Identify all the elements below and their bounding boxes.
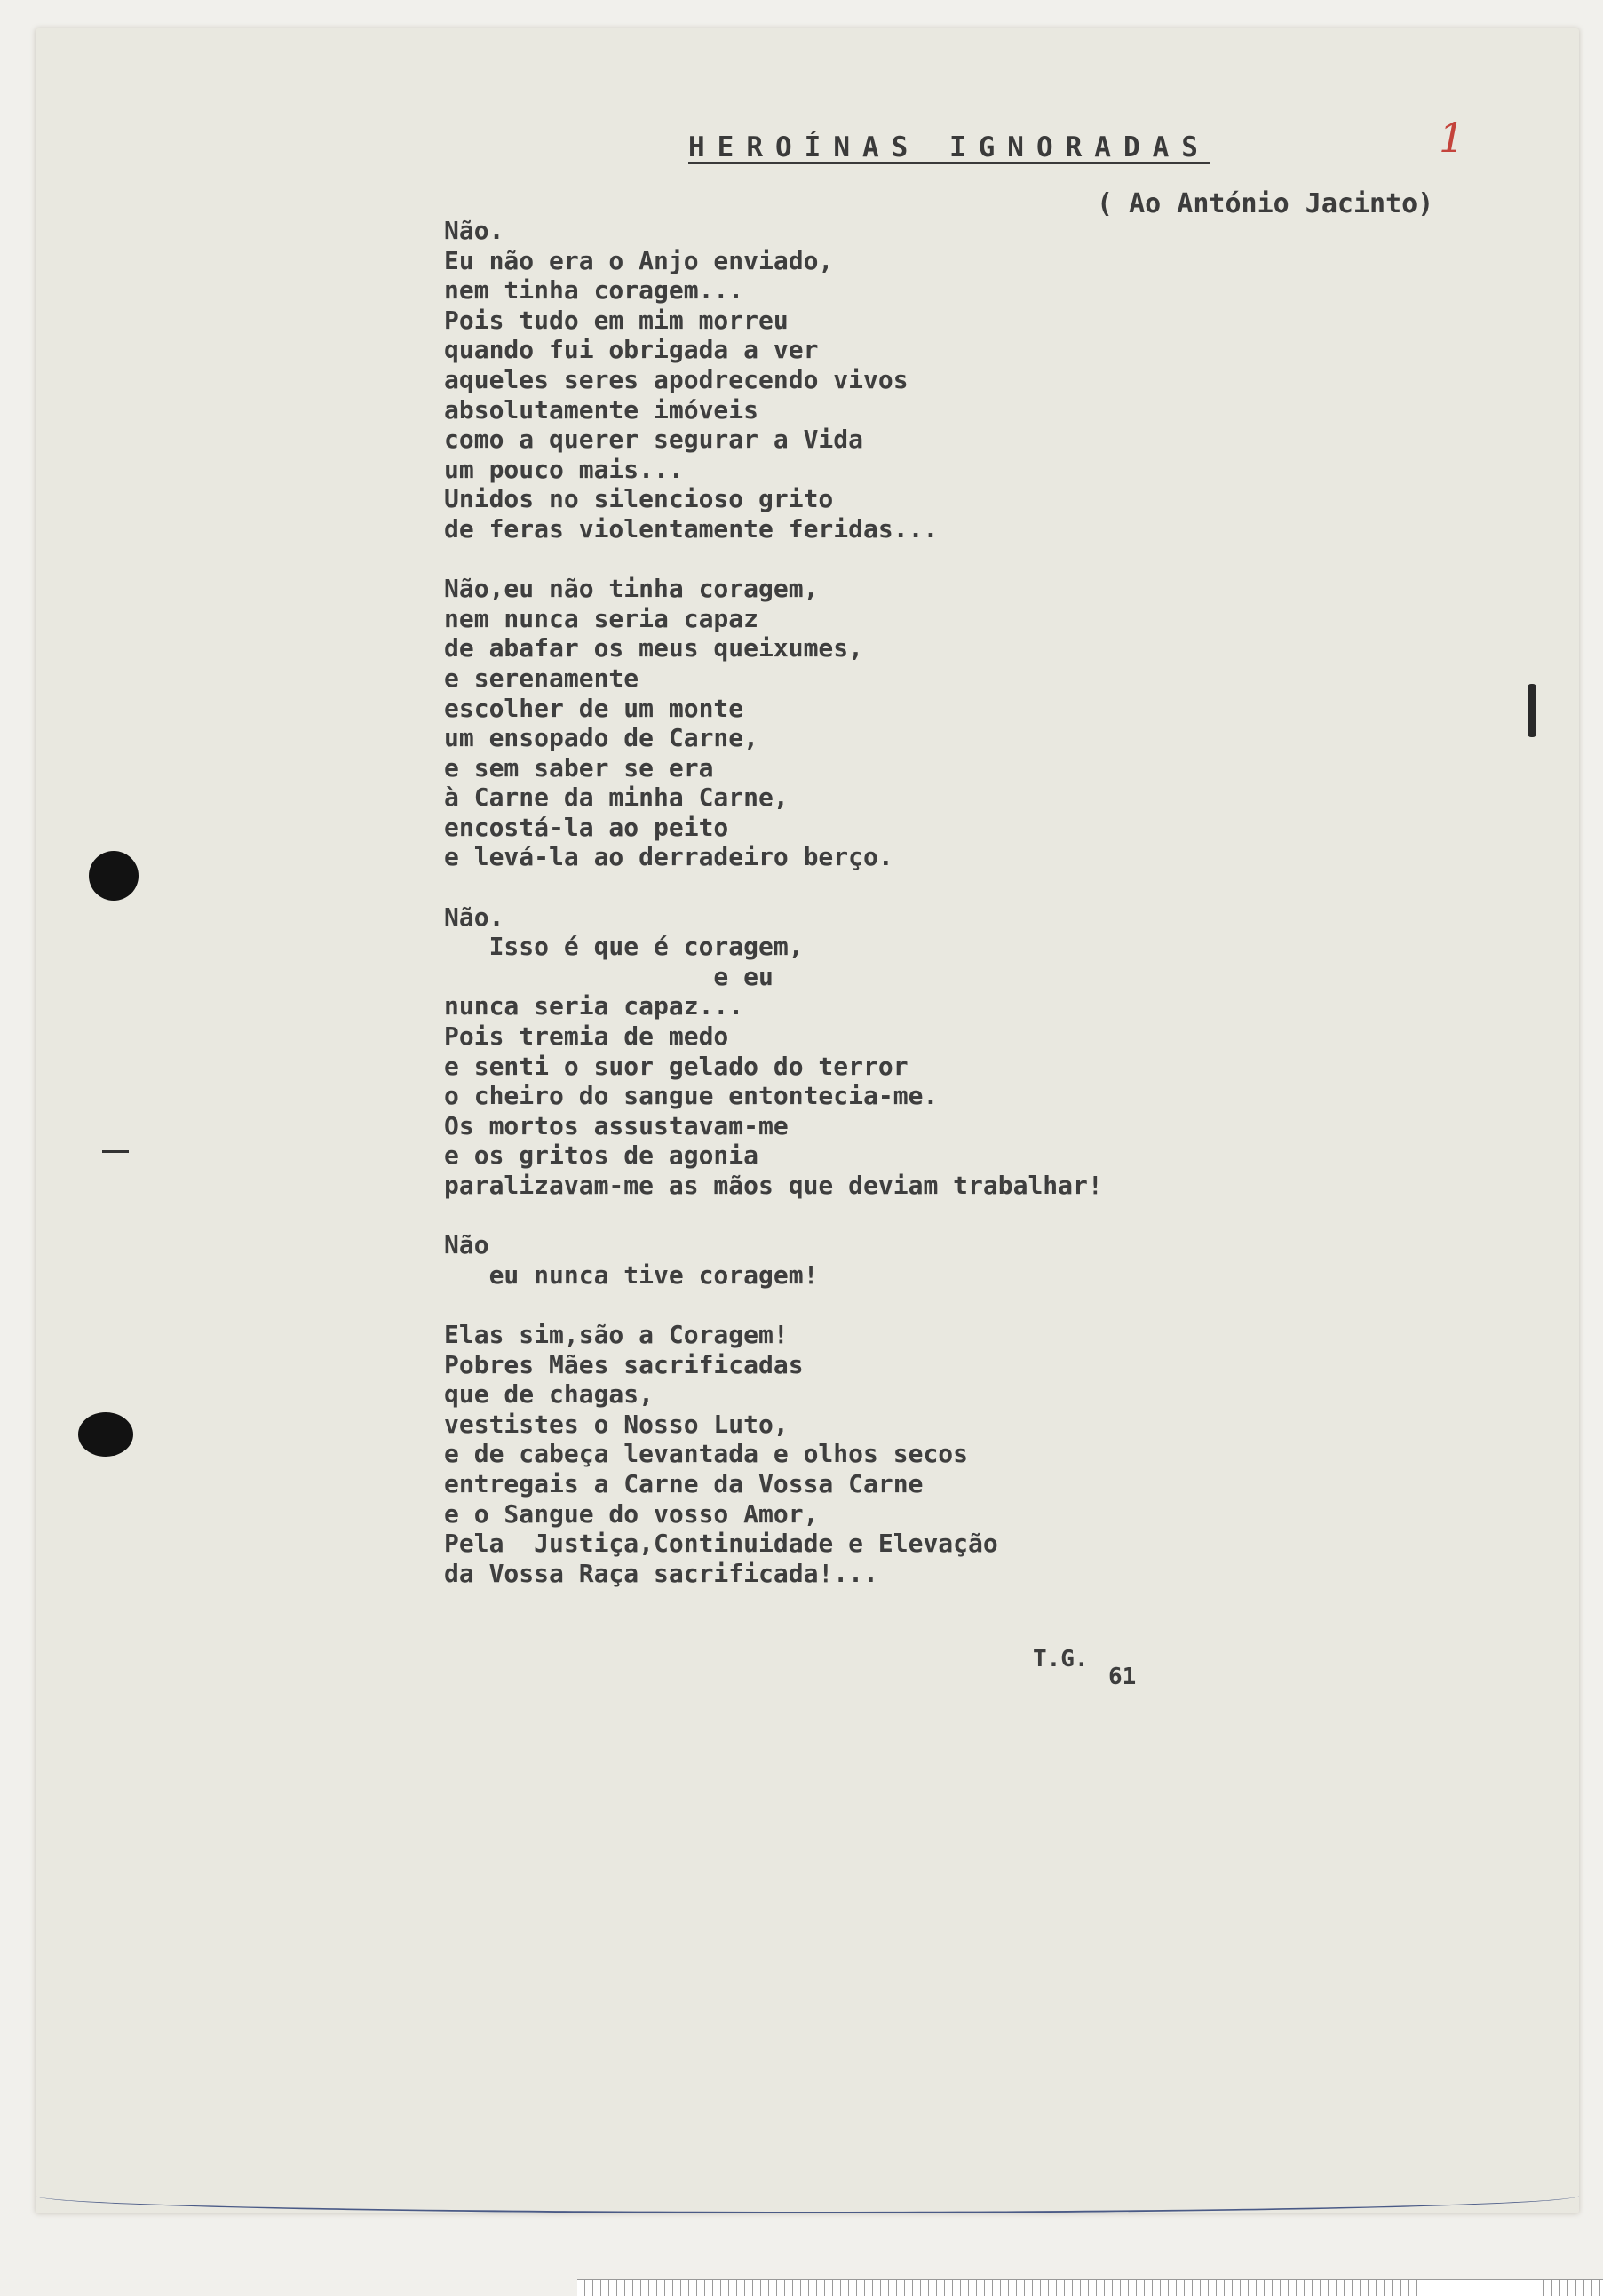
poem-line: da Vossa Raça sacrificada!... [444,1558,878,1588]
poem-line: nunca seria capaz... [444,991,744,1021]
poem-line: de feras violentamente feridas... [444,513,939,544]
poem-line: e senti o suor gelado do terror [444,1051,909,1081]
paper-bottom-edge [36,2176,1579,2213]
poem-year: 61 [1108,1664,1137,1690]
poem-line: Não. [444,902,504,932]
poem-line: Pela Justiça,Continuidade e Elevação [444,1529,998,1559]
handwritten-page-number: 1 [1439,114,1465,162]
poem-line: e de cabeça levantada e olhos secos [444,1439,969,1469]
poem-stanza [444,574,1103,872]
poem-stanza [444,1320,1103,1588]
punch-hole [89,851,139,901]
poem-line: Pois tudo em mim morreu [444,305,789,335]
punch-hole [78,1412,133,1457]
poem-line: um ensopado de Carne, [444,723,759,753]
scan-ruler [577,2279,1603,2296]
poem-line: paralizavam-me as mãos que deviam trabalhar! [444,1171,1103,1200]
poem-line: de abafar os meus queixumes, [444,633,864,663]
poem-body [444,216,1103,1618]
poem-line: encostá-la ao peito [444,812,729,842]
poem-line: o cheiro do sangue entontecia-me. [444,1081,939,1111]
poem-line: à Carne da minha Carne, [444,783,789,813]
poem-line: Pois tremia de medo [444,1021,729,1052]
poem-line: escolher de um monte [444,693,744,723]
poem-line: e os gritos de agonia [444,1140,759,1171]
poem-line: um pouco mais... [444,454,684,484]
poem-line: Pobres Mães sacrificadas [444,1349,804,1379]
poem-line: quando fui obrigada a ver [444,335,819,365]
poem-line: aqueles seres apodrecendo vivos [444,364,909,394]
poem-line: Não [444,1230,489,1260]
author-initials: T.G. [1033,1646,1089,1672]
margin-mark [102,1150,129,1153]
poem-line: Não. [444,216,504,245]
poem-line: e eu [444,961,774,991]
poem-line: como a querer segurar a Vida [444,425,864,455]
poem-line: e sem saber se era [444,752,714,783]
poem-line: Os mortos assustavam-me [444,1110,789,1140]
poem-stanza [444,216,1103,544]
poem-line: entregais a Carne da Vossa Carne [444,1468,924,1498]
poem-line: Unidos no silencioso grito [444,484,834,514]
margin-mark [1528,684,1536,737]
poem-stanza [444,902,1103,1201]
poem-line: e levá-la ao derradeiro berço. [444,842,893,872]
poem-line: nem nunca seria capaz [444,603,759,633]
poem-line: Isso é que é coragem, [444,932,804,962]
poem-line: eu nunca tive coragem! [444,1259,819,1290]
poem-stanza [444,1230,1103,1290]
poem-line: e o Sangue do vosso Amor, [444,1498,819,1529]
poem-line: vestistes o Nosso Luto, [444,1409,789,1439]
poem-line: e serenamente [444,663,639,693]
poem-line: absolutamente imóveis [444,394,759,425]
poem-title: HEROÍNAS IGNORADAS [688,131,1210,163]
poem-line: nem tinha coragem... [444,275,744,306]
poem-line: que de chagas, [444,1379,655,1410]
poem-line: Elas sim,são a Coragem! [444,1319,789,1349]
poem-line: Não,eu não tinha coragem, [444,574,819,604]
poem-line: Eu não era o Anjo enviado, [444,245,834,275]
poem-dedication: ( Ao António Jacinto) [1097,188,1434,219]
